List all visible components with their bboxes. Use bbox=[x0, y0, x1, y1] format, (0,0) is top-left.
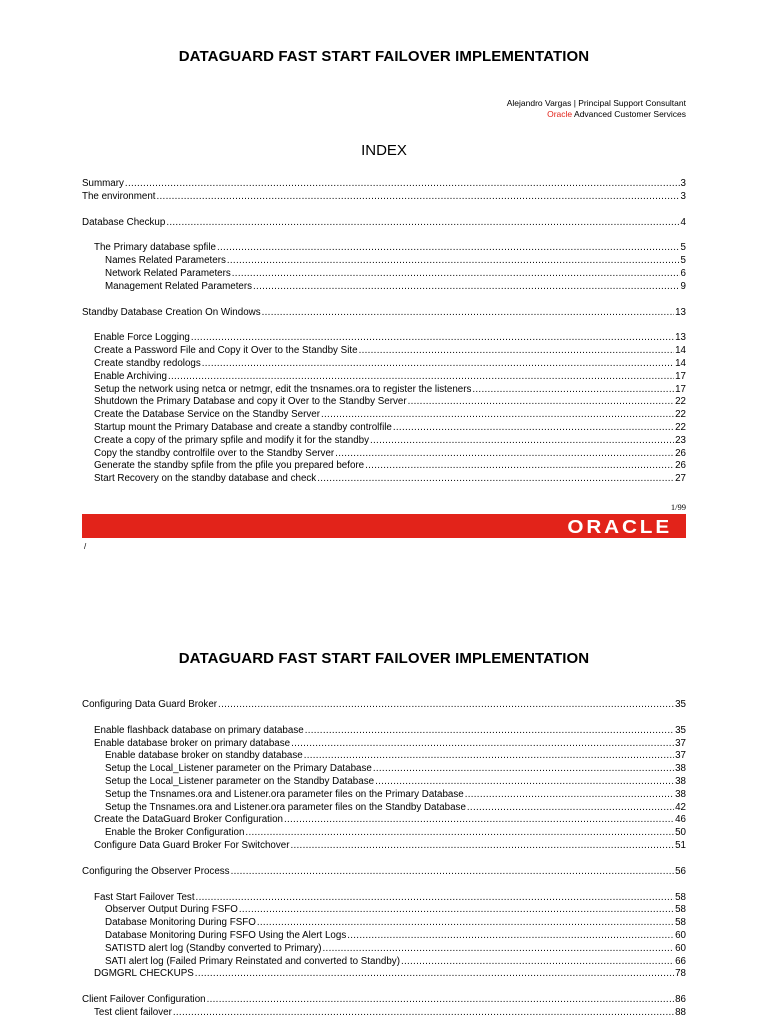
toc-entry[interactable] bbox=[82, 725, 686, 738]
toc-entry-title: Database Monitoring During FSFO Using the Alert Logs bbox=[105, 929, 347, 941]
toc-entry[interactable] bbox=[82, 814, 686, 827]
toc-entry-title: Enable Archiving bbox=[94, 370, 167, 382]
toc-leader-dots bbox=[465, 789, 674, 802]
toc-entry-page: 14 bbox=[675, 345, 686, 357]
toc-entry-title: Setup the Local_Listener parameter on the Standby Database bbox=[105, 775, 375, 787]
toc-entry-page: 9 bbox=[680, 280, 686, 292]
toc-entry-page: 35 bbox=[675, 699, 686, 710]
toc-entry-title: Setup the network using netca or netmgr, edit the tnsnames.ora to register the listeners bbox=[94, 383, 472, 395]
toc-entry-page: 42 bbox=[675, 801, 686, 813]
toc-entry-page: 14 bbox=[675, 357, 686, 369]
toc-entry-title: Setup the Tnsnames.ora and Listener.ora parameter files on the Primary Database bbox=[105, 788, 464, 800]
toc-entry-page: 60 bbox=[675, 929, 686, 941]
toc-entry-page: 37 bbox=[675, 737, 686, 749]
toc-leader-dots bbox=[257, 917, 674, 930]
toc-entry[interactable] bbox=[82, 956, 686, 969]
toc-entry-title: Setup the Tnsnames.ora and Listener.ora parameter files on the Standby Database bbox=[105, 801, 466, 813]
toc-leader-dots bbox=[262, 307, 674, 320]
toc-entry-title: Database Checkup bbox=[82, 216, 166, 228]
table-of-contents-continued bbox=[82, 699, 686, 1020]
table-of-contents bbox=[82, 178, 686, 486]
toc-entry-title: Configure Data Guard Broker For Switchover bbox=[94, 839, 290, 851]
toc-entry-title: Enable Force Logging bbox=[94, 332, 190, 344]
author-line: Alejandro Vargas | Principal Support Consultant bbox=[506, 98, 686, 108]
toc-leader-dots bbox=[375, 776, 674, 789]
toc-entry-title: Enable database broker on standby database bbox=[105, 750, 303, 762]
toc-leader-dots bbox=[408, 396, 675, 409]
toc-entry[interactable] bbox=[82, 930, 686, 943]
toc-entry-title: The Primary database spfile bbox=[94, 242, 216, 254]
toc-entry-page: 38 bbox=[675, 763, 686, 775]
toc-entry[interactable] bbox=[82, 217, 686, 230]
toc-entry[interactable] bbox=[82, 332, 686, 345]
toc-leader-dots bbox=[347, 930, 674, 943]
toc-entry[interactable] bbox=[82, 268, 686, 281]
toc-entry-page: 66 bbox=[675, 955, 686, 967]
toc-leader-dots bbox=[472, 384, 674, 397]
toc-entry-page: 58 bbox=[675, 891, 686, 903]
toc-entry-page: 22 bbox=[675, 409, 686, 421]
toc-entry-page: 58 bbox=[675, 904, 686, 916]
document-title-page2: DATAGUARD FAST START FAILOVER IMPLEMENTATION bbox=[178, 650, 590, 667]
toc-entry-page: 38 bbox=[675, 775, 686, 787]
toc-entry[interactable] bbox=[82, 435, 686, 448]
toc-entry[interactable] bbox=[82, 994, 686, 1007]
toc-leader-dots bbox=[284, 814, 674, 827]
toc-entry[interactable] bbox=[82, 776, 686, 789]
toc-leader-dots bbox=[166, 217, 679, 230]
toc-leader-dots bbox=[227, 255, 680, 268]
toc-entry[interactable] bbox=[82, 448, 686, 461]
toc-entry-title: Enable database broker on primary database bbox=[94, 737, 291, 749]
toc-leader-dots bbox=[232, 268, 680, 281]
toc-leader-dots bbox=[245, 827, 674, 840]
page-number: 1/99 bbox=[670, 502, 686, 512]
toc-entry-title: SATI alert log (Failed Primary Reinstated and converted to Standby) bbox=[105, 955, 400, 967]
toc-entry[interactable] bbox=[82, 763, 686, 776]
toc-entry-page: 22 bbox=[675, 396, 686, 408]
toc-entry-page: 17 bbox=[675, 370, 686, 382]
toc-leader-dots bbox=[365, 460, 674, 473]
toc-leader-dots bbox=[335, 448, 674, 461]
toc-entry-title: Client Failover Configuration bbox=[82, 994, 206, 1006]
toc-entry[interactable] bbox=[82, 178, 686, 191]
toc-entry[interactable] bbox=[82, 422, 686, 435]
toc-entry[interactable] bbox=[82, 409, 686, 422]
toc-leader-dots bbox=[373, 763, 674, 776]
toc-entry[interactable] bbox=[82, 840, 686, 853]
toc-entry-title: Names Related Parameters bbox=[105, 255, 226, 267]
toc-entry-page: 37 bbox=[675, 750, 686, 762]
toc-entry[interactable] bbox=[82, 242, 686, 255]
toc-leader-dots bbox=[195, 968, 674, 981]
toc-entry[interactable] bbox=[82, 827, 686, 840]
toc-entry-page: 22 bbox=[675, 421, 686, 433]
toc-leader-dots bbox=[321, 409, 674, 422]
toc-entry-title: SATISTD alert log (Standby converted to Primary) bbox=[105, 942, 322, 954]
oracle-brand-text: Oracle bbox=[547, 109, 573, 119]
toc-entry-title: DGMGRL CHECKUPS bbox=[94, 968, 194, 980]
toc-entry-title: Enable the Broker Configuration bbox=[105, 827, 245, 839]
toc-leader-dots bbox=[196, 892, 675, 905]
toc-entry[interactable] bbox=[82, 345, 686, 358]
toc-entry-page: 13 bbox=[675, 306, 686, 318]
author-block bbox=[507, 98, 686, 120]
document-title: DATAGUARD FAST START FAILOVER IMPLEMENTATION bbox=[178, 48, 590, 65]
toc-entry-page: 5 bbox=[680, 242, 686, 254]
toc-leader-dots bbox=[290, 840, 674, 853]
footer-bar bbox=[82, 514, 686, 538]
toc-entry-title: Create standby redologs bbox=[94, 357, 201, 369]
toc-leader-dots bbox=[304, 750, 674, 763]
toc-entry-title: Setup the Local_Listener parameter on the Primary Database bbox=[105, 763, 372, 775]
toc-entry-page: 56 bbox=[675, 865, 686, 877]
toc-entry-title: Configuring the Observer Process bbox=[82, 865, 230, 877]
toc-entry[interactable] bbox=[82, 738, 686, 751]
toc-entry-page: 13 bbox=[675, 332, 686, 344]
toc-entry-page: 46 bbox=[675, 814, 686, 826]
toc-entry-page: 3 bbox=[680, 190, 686, 202]
toc-entry[interactable] bbox=[82, 789, 686, 802]
toc-entry[interactable] bbox=[82, 384, 686, 397]
toc-leader-dots bbox=[239, 904, 674, 917]
toc-leader-dots bbox=[217, 242, 680, 255]
toc-leader-dots bbox=[317, 473, 674, 486]
toc-entry-page: 27 bbox=[675, 473, 686, 485]
toc-entry-page: 51 bbox=[675, 839, 686, 851]
toc-entry-title: Copy the standby controlfile over to the Standby Server bbox=[94, 447, 335, 459]
toc-leader-dots bbox=[202, 358, 674, 371]
footer-slash: / bbox=[84, 542, 87, 551]
toc-entry[interactable] bbox=[82, 943, 686, 956]
toc-entry-page: 35 bbox=[675, 724, 686, 736]
toc-entry[interactable] bbox=[82, 191, 686, 204]
toc-entry-page: 5 bbox=[680, 255, 686, 267]
toc-leader-dots bbox=[359, 345, 675, 358]
toc-entry-page: 3 bbox=[680, 178, 686, 189]
toc-entry[interactable] bbox=[82, 473, 686, 486]
toc-leader-dots bbox=[253, 281, 680, 294]
toc-entry-page: 26 bbox=[675, 460, 686, 472]
toc-entry[interactable] bbox=[82, 358, 686, 371]
toc-entry-page: 78 bbox=[675, 968, 686, 980]
toc-entry[interactable] bbox=[82, 892, 686, 905]
toc-leader-dots bbox=[291, 738, 674, 751]
author-org-rest: Advanced Customer Services bbox=[572, 109, 686, 119]
toc-entry[interactable] bbox=[82, 307, 686, 320]
document-page-2 bbox=[0, 560, 768, 1024]
toc-entry[interactable] bbox=[82, 917, 686, 930]
toc-entry-title: Fast Start Failover Test bbox=[94, 891, 195, 903]
toc-entry-title: Configuring Data Guard Broker bbox=[82, 699, 218, 710]
toc-entry-page: 6 bbox=[680, 267, 686, 279]
toc-entry-title: Generate the standby spfile from the pfile you prepared before bbox=[94, 460, 365, 472]
toc-leader-dots bbox=[467, 802, 674, 815]
toc-leader-dots bbox=[207, 994, 674, 1007]
toc-leader-dots bbox=[305, 725, 674, 738]
toc-entry-page: 23 bbox=[675, 434, 686, 446]
toc-entry-title: Create the Database Service on the Standby Server bbox=[94, 409, 321, 421]
toc-entry-title: Startup mount the Primary Database and create a standby controlfile bbox=[94, 421, 392, 433]
toc-entry-page: 60 bbox=[675, 942, 686, 954]
toc-entry-title: Create the DataGuard Broker Configuration bbox=[94, 814, 283, 826]
toc-leader-dots bbox=[231, 866, 675, 879]
toc-entry-title: Enable flashback database on primary database bbox=[94, 724, 304, 736]
toc-leader-dots bbox=[157, 191, 680, 204]
toc-leader-dots bbox=[173, 1007, 674, 1020]
toc-entry[interactable] bbox=[82, 750, 686, 763]
toc-entry-title: Create a Password File and Copy it Over to the Standby Site bbox=[94, 345, 358, 357]
toc-leader-dots bbox=[401, 956, 674, 969]
oracle-logo: ORACLE bbox=[567, 517, 672, 537]
toc-leader-dots bbox=[370, 435, 674, 448]
toc-entry[interactable] bbox=[82, 281, 686, 294]
toc-entry-page: 88 bbox=[675, 1006, 686, 1018]
toc-entry[interactable] bbox=[82, 460, 686, 473]
toc-leader-dots bbox=[168, 371, 674, 384]
toc-leader-dots bbox=[191, 332, 674, 345]
toc-entry-title: Summary bbox=[82, 178, 124, 189]
toc-entry[interactable] bbox=[82, 371, 686, 384]
toc-entry-page: 4 bbox=[680, 216, 686, 228]
toc-entry-page: 50 bbox=[675, 827, 686, 839]
index-heading: INDEX bbox=[361, 142, 407, 159]
toc-leader-dots bbox=[323, 943, 675, 956]
toc-entry[interactable] bbox=[82, 396, 686, 409]
toc-entry-title: Network Related Parameters bbox=[105, 267, 231, 279]
toc-entry-page: 38 bbox=[675, 788, 686, 800]
toc-entry-title: Management Related Parameters bbox=[105, 280, 253, 292]
toc-entry-page: 86 bbox=[675, 994, 686, 1006]
author-org-line bbox=[507, 109, 686, 120]
toc-entry[interactable] bbox=[82, 802, 686, 815]
toc-entry[interactable] bbox=[82, 255, 686, 268]
toc-entry[interactable] bbox=[82, 1007, 686, 1020]
toc-leader-dots bbox=[393, 422, 674, 435]
toc-entry-title: Shutdown the Primary Database and copy it Over to the Standby Server bbox=[94, 396, 407, 408]
toc-leader-dots bbox=[125, 178, 680, 191]
toc-entry-title: Standby Database Creation On Windows bbox=[82, 306, 261, 318]
toc-leader-dots bbox=[218, 699, 674, 712]
toc-entry[interactable] bbox=[82, 968, 686, 981]
toc-entry-title: Create a copy of the primary spfile and modify it for the standby bbox=[94, 434, 369, 446]
toc-entry[interactable] bbox=[82, 904, 686, 917]
toc-entry-title: Start Recovery on the standby database and check bbox=[94, 473, 317, 485]
toc-entry[interactable] bbox=[82, 699, 686, 712]
toc-entry-title: The environment bbox=[82, 190, 156, 202]
toc-entry-title: Database Monitoring During FSFO bbox=[105, 917, 256, 929]
toc-entry-page: 26 bbox=[675, 447, 686, 459]
toc-entry-page: 58 bbox=[675, 917, 686, 929]
toc-entry-page: 17 bbox=[675, 383, 686, 395]
toc-entry-title: Observer Output During FSFO bbox=[105, 904, 238, 916]
toc-entry-title: Test client failover bbox=[94, 1006, 172, 1018]
toc-entry[interactable] bbox=[82, 866, 686, 879]
